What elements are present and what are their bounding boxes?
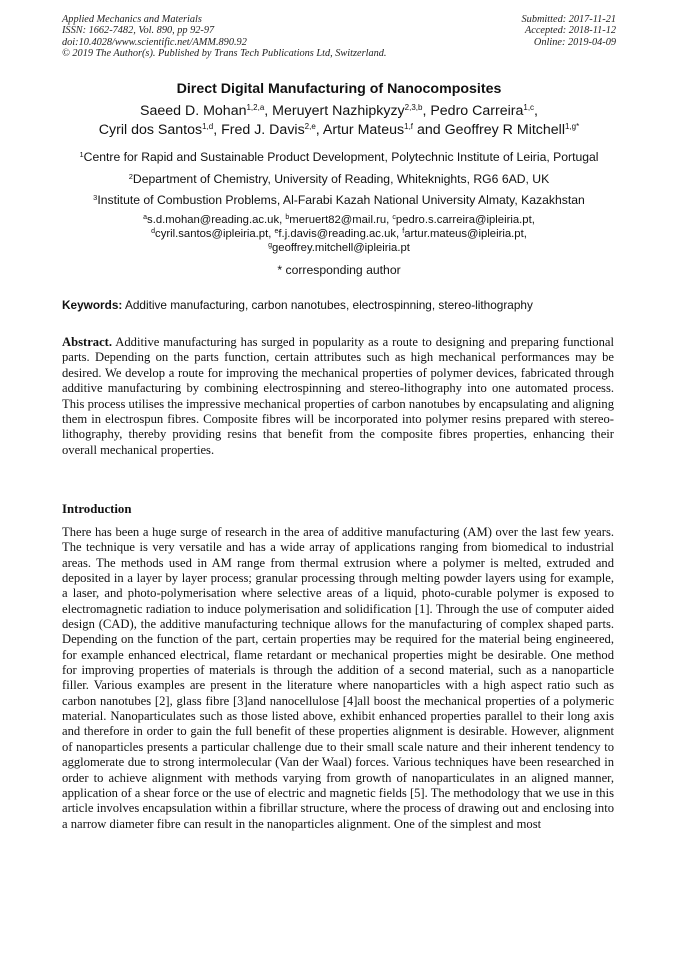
email-address[interactable]: artur.mateus@ipleiria.pt, (404, 228, 527, 241)
abstract-text: Additive manufacturing has surged in popularity as a route to designing and preparing functional parts. Depending on the parts function, certain attributes such as high mechanical performances may be desired. We develop a route for improving the mechanical properties of polymer devices, fabricated through additive manufacturing by combining electrospinning and stereo-lithography into one automated process. This process utilises the impressive mechanical properties of carbon nanotubes by encapsulating and aligning them in electrospun fibres. Composite fibres will be incorporated into polymer resins prepared with stereo-lithography, thereby providing resins that benefit from the composite fibres properties, enhancing their overall mechanical properties. (62, 335, 614, 457)
author-sep: , (422, 103, 431, 119)
email-key: d (151, 228, 156, 236)
abstract-label: Abstract. (62, 335, 113, 349)
email-key: g (268, 242, 272, 250)
email-address[interactable]: pedro.s.carreira@ipleiria.pt, (395, 214, 535, 226)
affiliation-3 (0, 193, 678, 207)
email-address[interactable]: cyril.santos@ipleiria.pt, (155, 228, 275, 241)
author-name: Pedro Carreira (430, 103, 524, 119)
author-affil: 1,c (523, 103, 535, 112)
author-sep: and (413, 122, 445, 138)
author-list (0, 102, 678, 140)
author-name: Meruyert Nazhipkyzy (272, 103, 405, 119)
email-address[interactable]: f.j.davis@reading.ac.uk, (278, 228, 403, 241)
email-address[interactable]: geoffrey.mitchell@ipleiria.pt (272, 242, 410, 255)
email-key: c (392, 214, 396, 221)
keywords-text: Additive manufacturing, carbon nanotubes, electrospinning, stereo-lithography (124, 298, 533, 312)
author-sep: , (315, 122, 323, 138)
author-name: Artur Mateus (322, 122, 405, 138)
submitted-date: Submitted: 2017-11-21 (521, 14, 616, 25)
journal-info (62, 14, 386, 60)
author-name: Fred J. Davis (221, 122, 305, 138)
author-affil: 1,d (202, 122, 214, 131)
author-affil: 2,3,b (404, 103, 423, 112)
author-name: Saeed D. Mohan (140, 103, 247, 119)
issn-line: ISSN: 1662-7482, Vol. 890, pp 92-97 (62, 25, 215, 37)
doi-line: doi:10.4028/www.scientific.net/AMM.890.92 (62, 36, 247, 48)
accepted-date: Accepted: 2018-11-12 (524, 25, 616, 37)
author-sep: , (534, 103, 538, 119)
corresponding-author-note: * corresponding author (277, 263, 401, 277)
author-sep: , (213, 122, 222, 138)
author-name: Geoffrey R Mitchell (444, 122, 565, 138)
email-address[interactable]: s.d.mohan@reading.ac.uk, (147, 214, 286, 226)
author-affil: 1,2,a (246, 103, 265, 112)
keywords-label: Keywords: (62, 298, 123, 312)
email-list (0, 213, 678, 256)
affiliation-1 (0, 150, 678, 164)
copyright-line: © 2019 The Author(s). Published by Trans Tech Publications Ltd, Switzerland. (62, 48, 387, 60)
author-affil: 2,e (304, 122, 316, 131)
paper-title: Direct Digital Manufacturing of Nanocomposites (176, 81, 502, 97)
author-name: Cyril dos Santos (98, 122, 203, 138)
journal-name: Applied Mechanics and Materials (62, 14, 202, 25)
abstract (62, 335, 614, 458)
email-key: e (274, 228, 279, 236)
author-sep: , (264, 103, 273, 119)
section-heading: Introduction (62, 502, 132, 516)
email-key: b (285, 214, 290, 221)
author-affil: 1,f (404, 122, 414, 131)
online-date: Online: 2019-04-09 (533, 36, 616, 48)
dates-info (522, 14, 616, 48)
email-address[interactable]: meruert82@mail.ru, (289, 214, 393, 226)
introduction-text: There has been a huge surge of research in the area of additive manufacturing (AM) over the last few years. The technique is very versatile and has a wide array of applications ranging from biomedical to industrial areas. The methods used in AM range from thermal extrusion where a polymer is melted, extruded and deposited in a layer by layer process; granular processing through melting powder layers using for example, a laser, and photo-polymerisation where selective areas of a liquid, photo-curable polymer is exposed to electromagnetic radiation to induce polymerisation and solidification [1]. Through the use of computer aided design (CAD), the additive manufacturing technique allows for the manufacturing of complex shaped parts. Depending on the function of the part, certain properties may be required for the material being engineered, for example enhanced electrical, flame retardant or mechanical properties might be desirable. One method for improving properties of materials is through the addition of a second material, such as a nanoparticle filler. Various examples are present in the literature where nanoparticles with a high aspect ratio such as carbon nanotubes [2], glass fibre [3]and nanocellulose [4]all boost the mechanical properties of a polymeric material. Nanoparticulates such as those listed above, exhibit enhanced properties parallel to their long axis and therefore in order to gain the full benefit of these properties alignment is desirable. However, alignment of nanoparticles presents a particular challenge due to their small scale nature and their inherent tendency to agglomerate due to strong intermolecular (Van der Waal) forces. Various techniques have been researched in order to achieve alignment with methods varying from growth of nanoparticulates in an aligned manner, application of a shear force or the use of electric and magnetic fields [5]. The methodology that we use in this article involves encapsulation within a fibrillar structure, where the process of drawing out and enclosing into a narrow diameter fibre can result in the nanoparticles alignment. One of the simplest and most (62, 525, 614, 831)
affiliation-text: Centre for Rapid and Sustainable Product Development, Polytechnic Institute of Leiria, Portugal (83, 150, 599, 164)
author-affil: 1,g* (564, 122, 580, 131)
affiliation-number: 2 (128, 172, 133, 181)
keywords (62, 298, 622, 312)
affiliation-text: Institute of Combustion Problems, Al-Farabi Kazah National University Almaty, Kazakhstan (97, 193, 585, 207)
email-key: a (143, 214, 148, 221)
email-key: f (402, 228, 405, 236)
affiliation-number: 3 (93, 193, 98, 202)
affiliation-2 (0, 172, 678, 186)
affiliation-number: 1 (79, 150, 84, 159)
affiliation-text: Department of Chemistry, University of Reading, Whiteknights, RG6 6AD, UK (132, 172, 550, 186)
